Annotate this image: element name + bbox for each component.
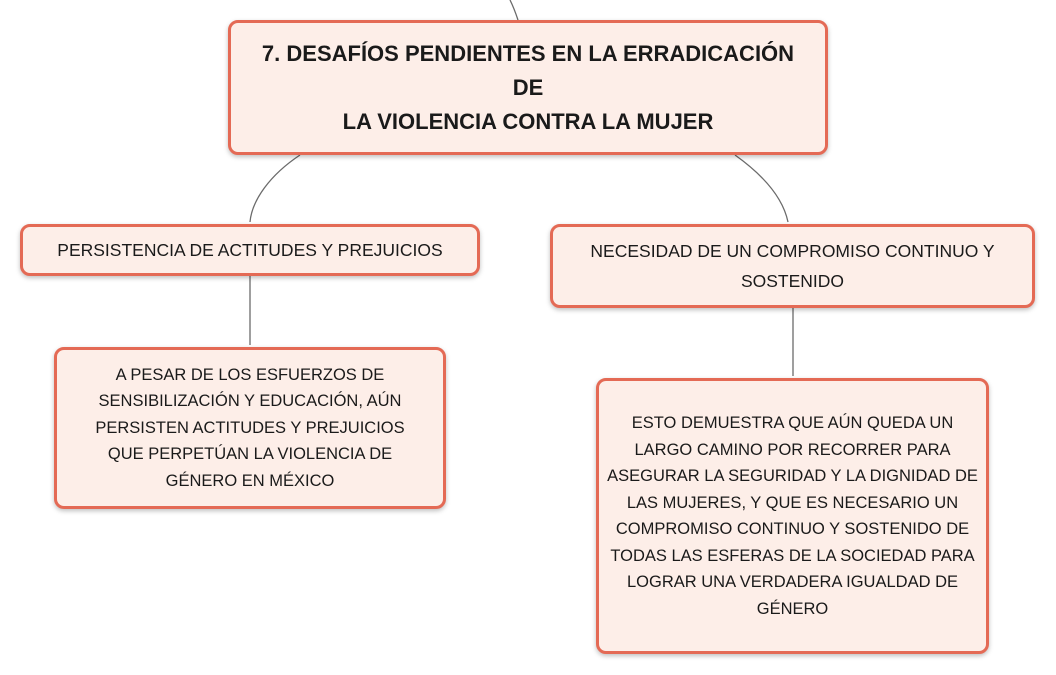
connector-from-parent [510,0,518,20]
central-topic-line2: LA VIOLENCIA CONTRA LA MUJER [342,108,714,134]
leaf-text-persistencia: A PESAR DE LOS ESFUERZOS DE SENSIBILIZACIÓN Y EDUCACIÓN, AÚN PERSISTEN ACTITUDES Y PREJUICIOS QUE PERPETÚAN LA VIOLENCIA DE GÉNERO EN MÉXICO [95,365,405,490]
leaf-node-compromiso[interactable] [596,378,989,654]
branch-label-persistencia: PERSISTENCIA DE ACTITUDES Y PREJUICIOS [57,240,443,260]
connector-to-right-branch [735,155,788,222]
central-topic-node[interactable] [228,20,828,155]
connector-to-left-branch [250,155,300,222]
branch-node-compromiso[interactable] [550,224,1035,308]
central-topic-text [245,37,811,139]
branch-node-persistencia[interactable] [20,224,480,276]
leaf-text-compromiso: ESTO DEMUESTRA QUE AÚN QUEDA UN LARGO CAMINO POR RECORRER PARA ASEGURAR LA SEGURIDAD Y LA DIGNIDAD DE LAS MUJERES, Y QUE ES NECESARIO UN COMPROMISO CONTINUO Y SOSTENIDO DE TODAS LAS ESFERAS DE LA SOCIEDAD PARA LOGRAR UNA VERDADERA IGUALDAD DE GÉNERO [607,414,978,618]
branch-label-compromiso: NECESIDAD DE UN COMPROMISO CONTINUO Y SOSTENIDO [590,241,995,291]
leaf-node-persistencia[interactable] [54,347,446,509]
central-topic-line1: 7. DESAFÍOS PENDIENTES EN LA ERRADICACIÓN DE [261,40,795,100]
